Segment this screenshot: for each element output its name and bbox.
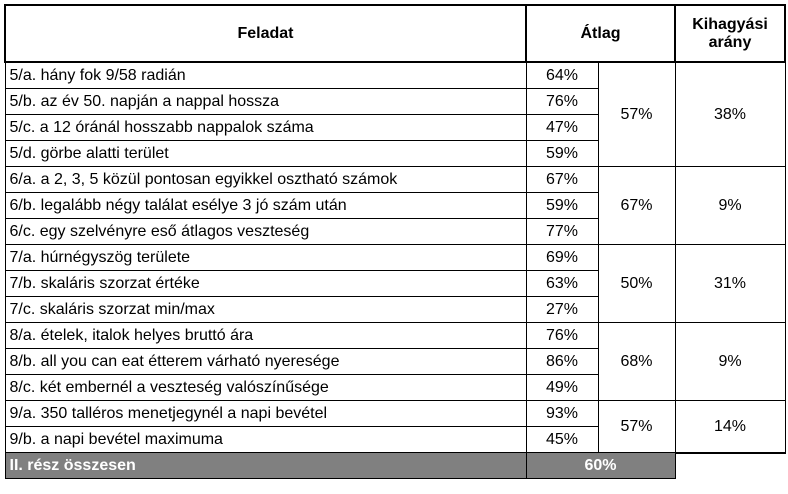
task-cell: 5/b. az év 50. napján a nappal hossza: [5, 89, 526, 115]
task-cell: 9/b. a napi bevétel maximuma: [5, 427, 526, 453]
task-cell: 6/a. a 2, 3, 5 közül pontosan egyikkel osztható számok: [5, 167, 526, 193]
task-percent-cell: 45%: [526, 427, 598, 453]
group-average-cell: 67%: [598, 167, 675, 245]
table-row: [5, 401, 785, 427]
task-cell: 7/b. skaláris szorzat értéke: [5, 271, 526, 297]
task-cell: 5/d. görbe alatti terület: [5, 141, 526, 167]
results-table: [4, 4, 786, 479]
header-task: Feladat: [5, 5, 526, 62]
task-cell: 6/c. egy szelvényre eső átlagos veszteség: [5, 219, 526, 245]
table-body: [5, 62, 785, 479]
task-cell: 8/a. ételek, italok helyes bruttó ára: [5, 323, 526, 349]
group-skip-rate-cell: 9%: [675, 167, 785, 245]
task-percent-cell: 76%: [526, 323, 598, 349]
group-average-cell: 68%: [598, 323, 675, 401]
table-row: [5, 62, 785, 89]
table-row: [5, 245, 785, 271]
task-cell: 9/a. 350 talléros menetjegynél a napi bevétel: [5, 401, 526, 427]
task-percent-cell: 59%: [526, 141, 598, 167]
task-percent-cell: 27%: [526, 297, 598, 323]
task-cell: 8/b. all you can eat étterem várható nyeresége: [5, 349, 526, 375]
group-skip-rate-cell: 14%: [675, 401, 785, 453]
table-row: [5, 167, 785, 193]
task-percent-cell: 67%: [526, 167, 598, 193]
task-cell: 7/a. húrnégyszög területe: [5, 245, 526, 271]
group-average-cell: 57%: [598, 62, 675, 167]
task-percent-cell: 64%: [526, 62, 598, 89]
task-cell: 5/c. a 12 óránál hosszabb nappalok száma: [5, 115, 526, 141]
task-percent-cell: 76%: [526, 89, 598, 115]
group-skip-rate-cell: 9%: [675, 323, 785, 401]
header-average: Átlag: [526, 5, 675, 62]
task-percent-cell: 69%: [526, 245, 598, 271]
total-value: 60%: [526, 453, 675, 479]
task-cell: 8/c. két embernél a veszteség valószínűsége: [5, 375, 526, 401]
group-average-cell: 50%: [598, 245, 675, 323]
task-percent-cell: 86%: [526, 349, 598, 375]
task-cell: 5/a. hány fok 9/58 radián: [5, 62, 526, 89]
total-row: [5, 453, 785, 479]
total-blank-cell: [675, 453, 785, 479]
group-skip-rate-cell: 38%: [675, 62, 785, 167]
task-percent-cell: 47%: [526, 115, 598, 141]
group-skip-rate-cell: 31%: [675, 245, 785, 323]
task-percent-cell: 49%: [526, 375, 598, 401]
task-percent-cell: 77%: [526, 219, 598, 245]
group-average-cell: 57%: [598, 401, 675, 453]
table-header-row: [5, 5, 785, 62]
total-label: II. rész összesen: [5, 453, 526, 479]
task-cell: 6/b. legalább négy találat esélye 3 jó szám után: [5, 193, 526, 219]
table-row: [5, 323, 785, 349]
task-percent-cell: 59%: [526, 193, 598, 219]
task-percent-cell: 93%: [526, 401, 598, 427]
header-skip-rate: Kihagyási arány: [675, 5, 785, 62]
task-percent-cell: 63%: [526, 271, 598, 297]
task-cell: 7/c. skaláris szorzat min/max: [5, 297, 526, 323]
